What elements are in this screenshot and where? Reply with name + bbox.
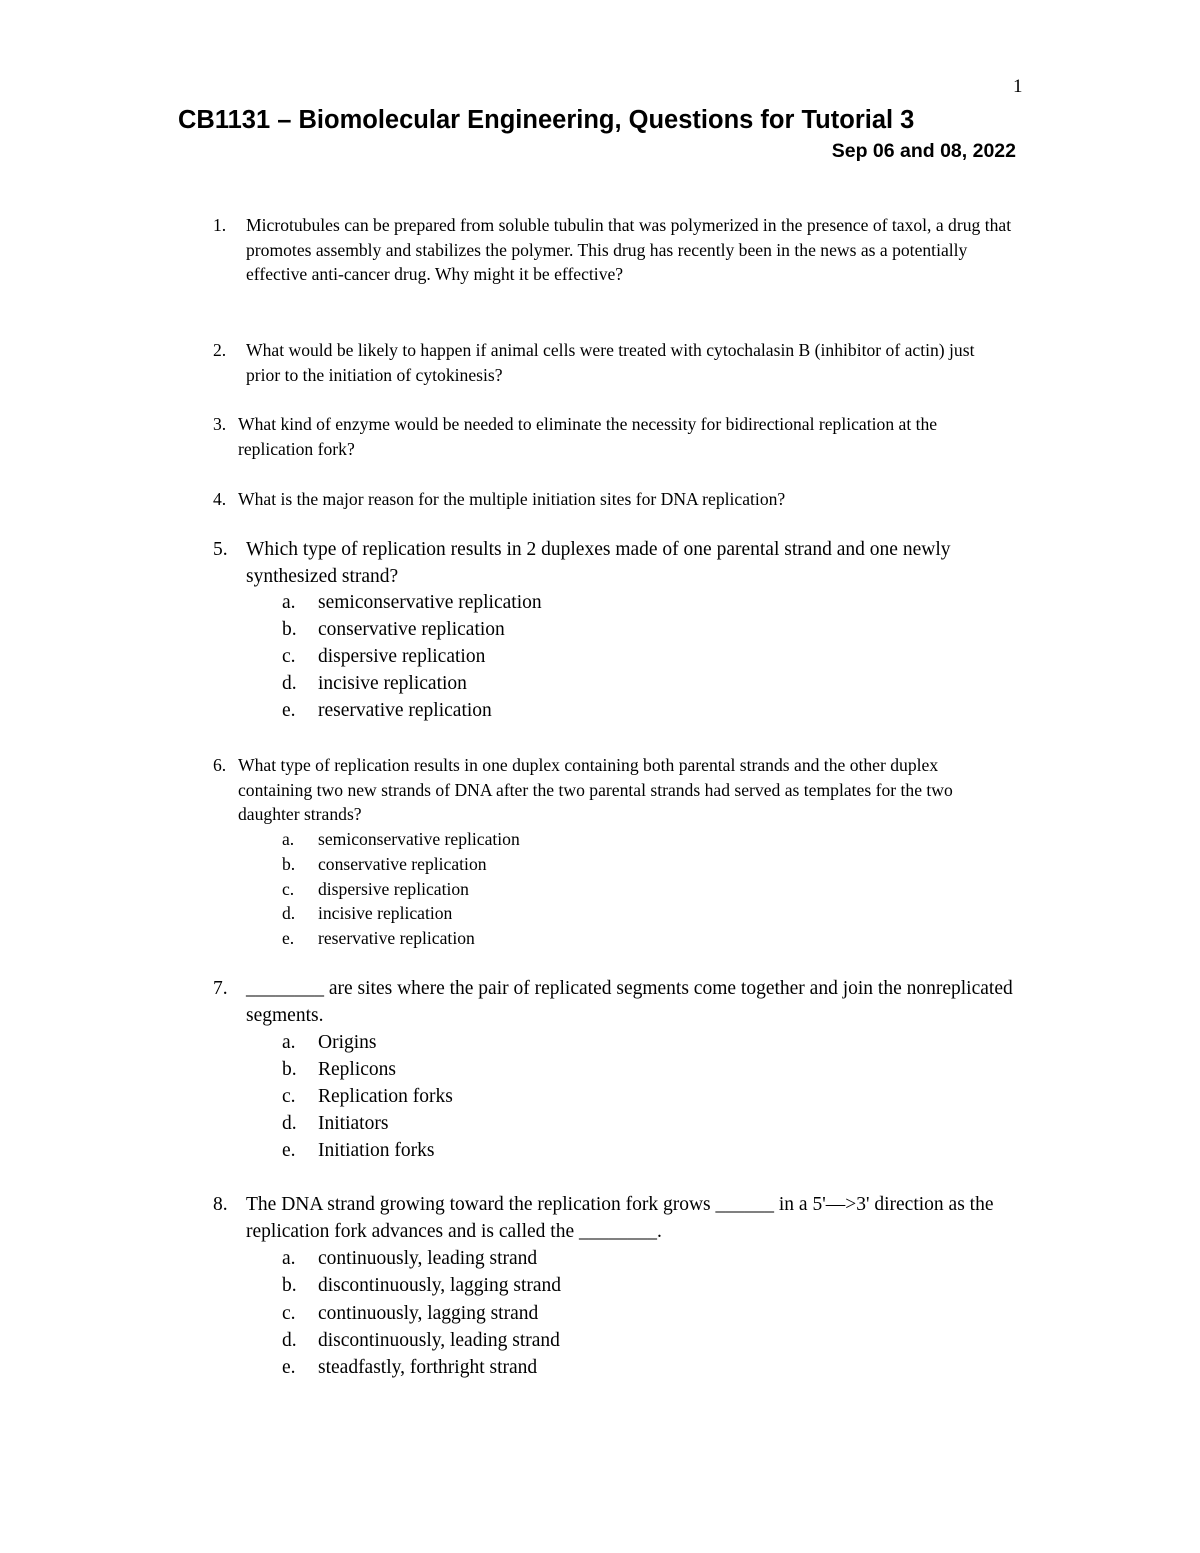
question-text: What kind of enzyme would be needed to eliminate the necessity for bidirectional replication at the replication fork? xyxy=(238,414,938,459)
question-text: The DNA strand growing toward the replication fork grows ______ in a 5'—>3' direction as the replication fork advances and is called the ________. xyxy=(246,1194,994,1242)
question-text: What would be likely to happen if animal cells were treated with cytochalasin B (inhibitor of actin) just prior to the initiation of cytokinesis? xyxy=(246,340,975,385)
question-number: 8. xyxy=(213,1194,228,1215)
question-text: What is the major reason for the multiple initiation sites for DNA replication? xyxy=(238,489,786,509)
question-text: Which type of replication results in 2 duplexes made of one parental strand and one newly synthesized strand? xyxy=(246,539,951,587)
question-number: 2. xyxy=(213,340,227,360)
question-text: Microtubules can be prepared from soluble tubulin that was polymerized in the presence of taxol, a drug that promotes assembly and stabilizes the polymer. This drug has recently been in the news as a potentially effective anti-cancer drug. Why might it be effective? xyxy=(246,215,1012,284)
page-number: 1 xyxy=(1013,76,1023,97)
question-number: 4. xyxy=(213,489,227,509)
question-number: 3. xyxy=(213,414,227,434)
page-title: CB1131 – Biomolecular Engineering, Questions for Tutorial 3 xyxy=(178,106,915,134)
question-number: 1. xyxy=(213,215,227,235)
question-number: 5. xyxy=(213,539,228,560)
question-text: ________ are sites where the pair of replicated segments come together and join the nonreplicated segments. xyxy=(246,978,1013,1026)
question-number: 7. xyxy=(213,978,228,999)
question-number: 6. xyxy=(213,755,227,775)
question-text: What type of replication results in one duplex containing both parental strands and the other duplex containing two new strands of DNA after the two parental strands had served as templates for the two daughter strands? xyxy=(238,755,953,824)
tutorial-date: Sep 06 and 08, 2022 xyxy=(831,140,1016,162)
